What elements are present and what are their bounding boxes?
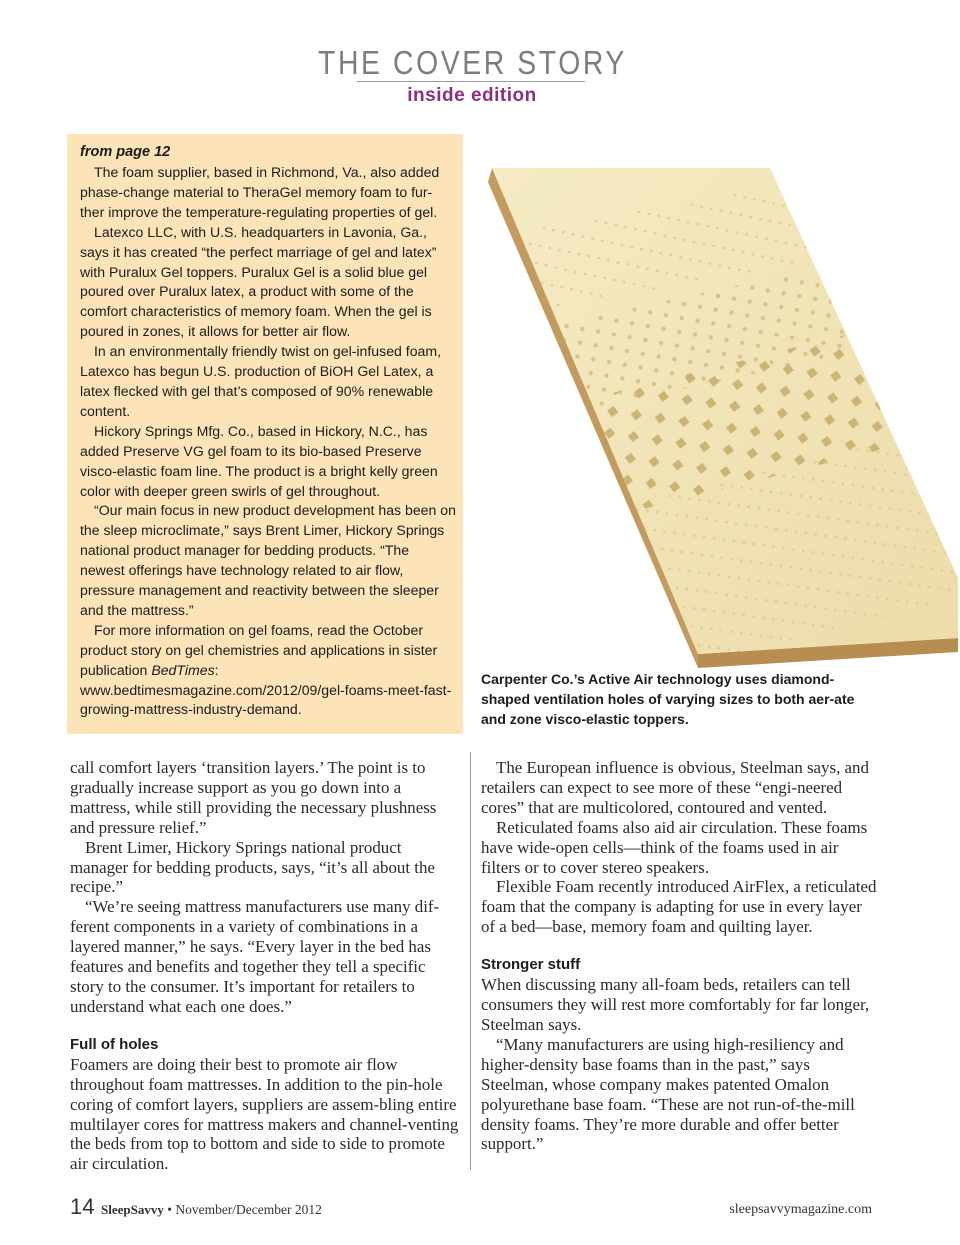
publication-name: SleepSavvy [101, 1202, 164, 1217]
right-column [481, 758, 877, 1154]
more-info-text: For more information on gel foams, read the October product story on gel chemistries and applications in sister publication [80, 621, 438, 678]
subheading-stronger-stuff: Stronger stuff [481, 956, 581, 974]
sidebar-paragraph: Hickory Springs Mfg. Co., based in Hickory, N.C., has added Preserve VG gel foam to its bio-based Preserve visco-elastic foam line. The product is a bright kelly green color with deeper green swirls of gel throughout. [80, 422, 438, 499]
body-paragraph: Brent Limer, Hickory Springs national product manager for bedding products, says, “it’s all about the recipe.” [70, 837, 435, 897]
body-paragraph: When discussing many all-foam beds, retailers can tell consumers they will rest more comfortably for far longer, Steelman says. [481, 975, 870, 1034]
issue-date: November/December 2012 [175, 1202, 322, 1217]
subheading-full-of-holes: Full of holes [70, 1035, 159, 1053]
page-number: 14 [70, 1194, 95, 1219]
footer-publication [101, 1202, 322, 1218]
sidebar-text [80, 141, 456, 720]
body-paragraph: “Many manufacturers are using high-resiliency and higher-density base foams than in the past,” says Steelman, whose company makes patented Omalon polyurethane base foam. “These are not run-of-the-mill density foams. They’re more durable and offer better support.” [481, 1034, 855, 1154]
sidebar-paragraph: In an environmentally friendly twist on gel-infused foam, Latexco has begun U.S. production of BiOH Gel Latex, a latex flecked with gel that’s composed of 90% renewable content. [80, 343, 442, 419]
section-title: THE COVER STORY [318, 44, 627, 81]
footer-url[interactable]: sleepsavvymagazine.com [729, 1202, 872, 1217]
sidebar-paragraph: The foam supplier, based in Richmond, Va., also added phase-change material to TheraGel memory foam to fur-ther improve the temperature-regulating properties of gel. [80, 164, 440, 220]
more-info-link[interactable]: : www.bedtimesmagazine.com/2012/09/gel-foams-meet-fast-growing-mattress-industry-demand. [80, 661, 452, 718]
column-divider [470, 752, 471, 1170]
body-paragraph: Flexible Foam recently introduced AirFlex, a reticulated foam that the company is adapting for use in every layer of a bed—base, memory foam and quilting layer. [481, 877, 877, 937]
sidebar-more-info [80, 621, 456, 721]
footer-separator: • [167, 1202, 172, 1217]
continued-from-label: from page 12 [80, 144, 171, 160]
body-paragraph: The European influence is obvious, Steelman says, and retailers can expect to see more of these “engi-neered cores” that are multicolored, contoured and vented. [481, 758, 869, 817]
photo-caption: Carpenter Co.’s Active Air technology uses diamond-shaped ventilation holes of varying sizes to both aer-ate and zone visco-elastic toppers. [481, 671, 855, 727]
sidebar-paragraph: “Our main focus in new product development has been on the sleep microclimate,” says Brent Limer, Hickory Springs national product manager for bedding products. “The newest offerings have technology related to air flow, pressure management and reactivity between the sleeper and the mattress.” [80, 502, 456, 618]
section-subtitle: inside edition [407, 85, 537, 106]
body-paragraph: Foamers are doing their best to promote air flow throughout foam mattresses. In addition to the pin-hole coring of comfort layers, suppliers are assem-bling entire multilayer cores for mattress makers and channel-venting the beds from top to bottom and side to side to promote air circulation. [70, 1054, 459, 1174]
more-info-publication: BedTimes [151, 661, 215, 678]
body-paragraph: “We’re seeing mattress manufacturers use many dif-ferent components in a variety of combinations in a layered manner,” he says. “Every layer in the bed has features and benefits and together they tell a specific story to the consumer. It’s important for retailers to understand what each one does.” [70, 897, 440, 1016]
body-paragraph: call comfort layers ‘transition layers.’ The point is to gradually increase support as you go down into a mattress, while still providing the necessary plushness and pressure relief.” [70, 758, 437, 837]
foam-topper-photo [470, 138, 960, 668]
body-paragraph: Reticulated foams also aid air circulation. These foams have wide-open cells—think of the foams used in air filters or to cover stereo speakers. [481, 817, 868, 877]
left-column [70, 758, 463, 1174]
header-rule [357, 81, 585, 82]
sidebar-paragraph: Latexco LLC, with U.S. headquarters in Lavonia, Ga., says it has created “the perfect marriage of gel and latex” with Puralux Gel toppers. Puralux Gel is a solid blue gel poured over Puralux latex, a product with some of the comfort characteristics of memory foam. When the gel is poured in zones, it allows for better air flow. [80, 223, 437, 340]
